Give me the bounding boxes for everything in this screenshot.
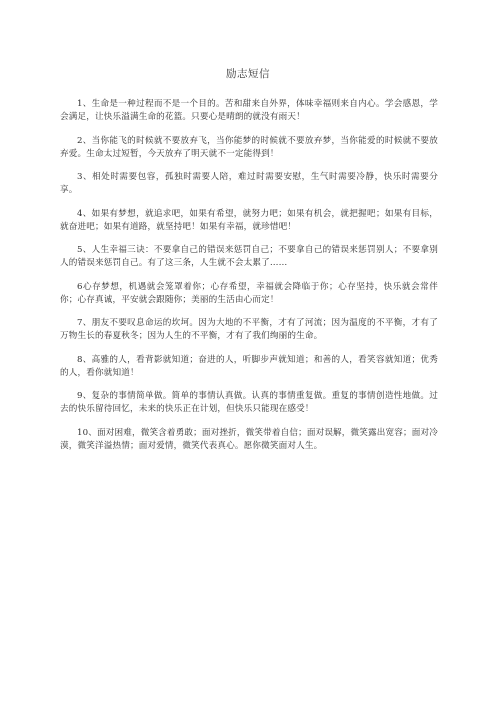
paragraph-6: 6心存梦想，机遇就会笼罩着你；心存希望，幸福就会降临于你；心存坚持，快乐就会常伴你；心存真诚，平安就会跟随你；美丽的生活由心而定！ (60, 281, 438, 305)
paragraph-3: 3、相处时需要包容，孤独时需要人陪，难过时需要安慰，生气时需要冷静，快乐时需要分享。 (60, 172, 438, 195)
paragraph-1: 1、生命是一种过程而不是一个目的。苦和甜来自外界，体味幸福则来自内心。学会感恩，学会满足，让快乐溢满生命的花篮。只要心是晴朗的就没有雨天！ (60, 99, 438, 122)
paragraph-8: 8、高雅的人，看背影就知道；奋进的人，听脚步声就知道；和善的人，看笑容就知道；优秀的人，看你就知道！ (60, 354, 438, 378)
paragraph-4: 4、如果有梦想，就追求吧，如果有希望，就努力吧；如果有机会，就把握吧；如果有目标，就奋进吧；如果有道路，就坚持吧！如果有幸福，就珍惜吧！ (60, 208, 438, 232)
paragraph-10: 10、面对困难，微笑含着勇敢；面对挫折，微笑带着自信；面对误解，微笑露出宽容；面对冷漠，微笑洋溢热情；面对爱情，微笑代表真心。愿你微笑面对人生。 (60, 427, 438, 451)
document-body (60, 98, 438, 463)
paragraph-5: 5、人生幸福三诀：不要拿自己的错误来惩罚自己；不要拿自己的错误来惩罚别人；不要拿别人的错误来惩罚自己。有了这三条，人生就不会太累了…… (60, 245, 438, 268)
paragraph-2: 2、当你能飞的时候就不要放弃飞，当你能梦的时候就不要放弃梦，当你能爱的时候就不要放弃爱。生命太过短暂，今天放弃了明天就不一定能得到！ (60, 135, 438, 159)
paragraph-9: 9、复杂的事情简单做。简单的事情认真做。认真的事情重复做。重复的事情创造性地做。过去的快乐留待回忆，未来的快乐正在计划，但快乐只能现在感受！ (60, 391, 438, 414)
paragraph-7: 7、朋友不要叹息命运的坎坷。因为大地的不平衡，才有了河流；因为温度的不平衡，才有了万物生长的春夏秋冬；因为人生的不平衡，才有了我们绚丽的生命。 (60, 318, 438, 341)
document-title: 励志短信 (226, 68, 270, 80)
